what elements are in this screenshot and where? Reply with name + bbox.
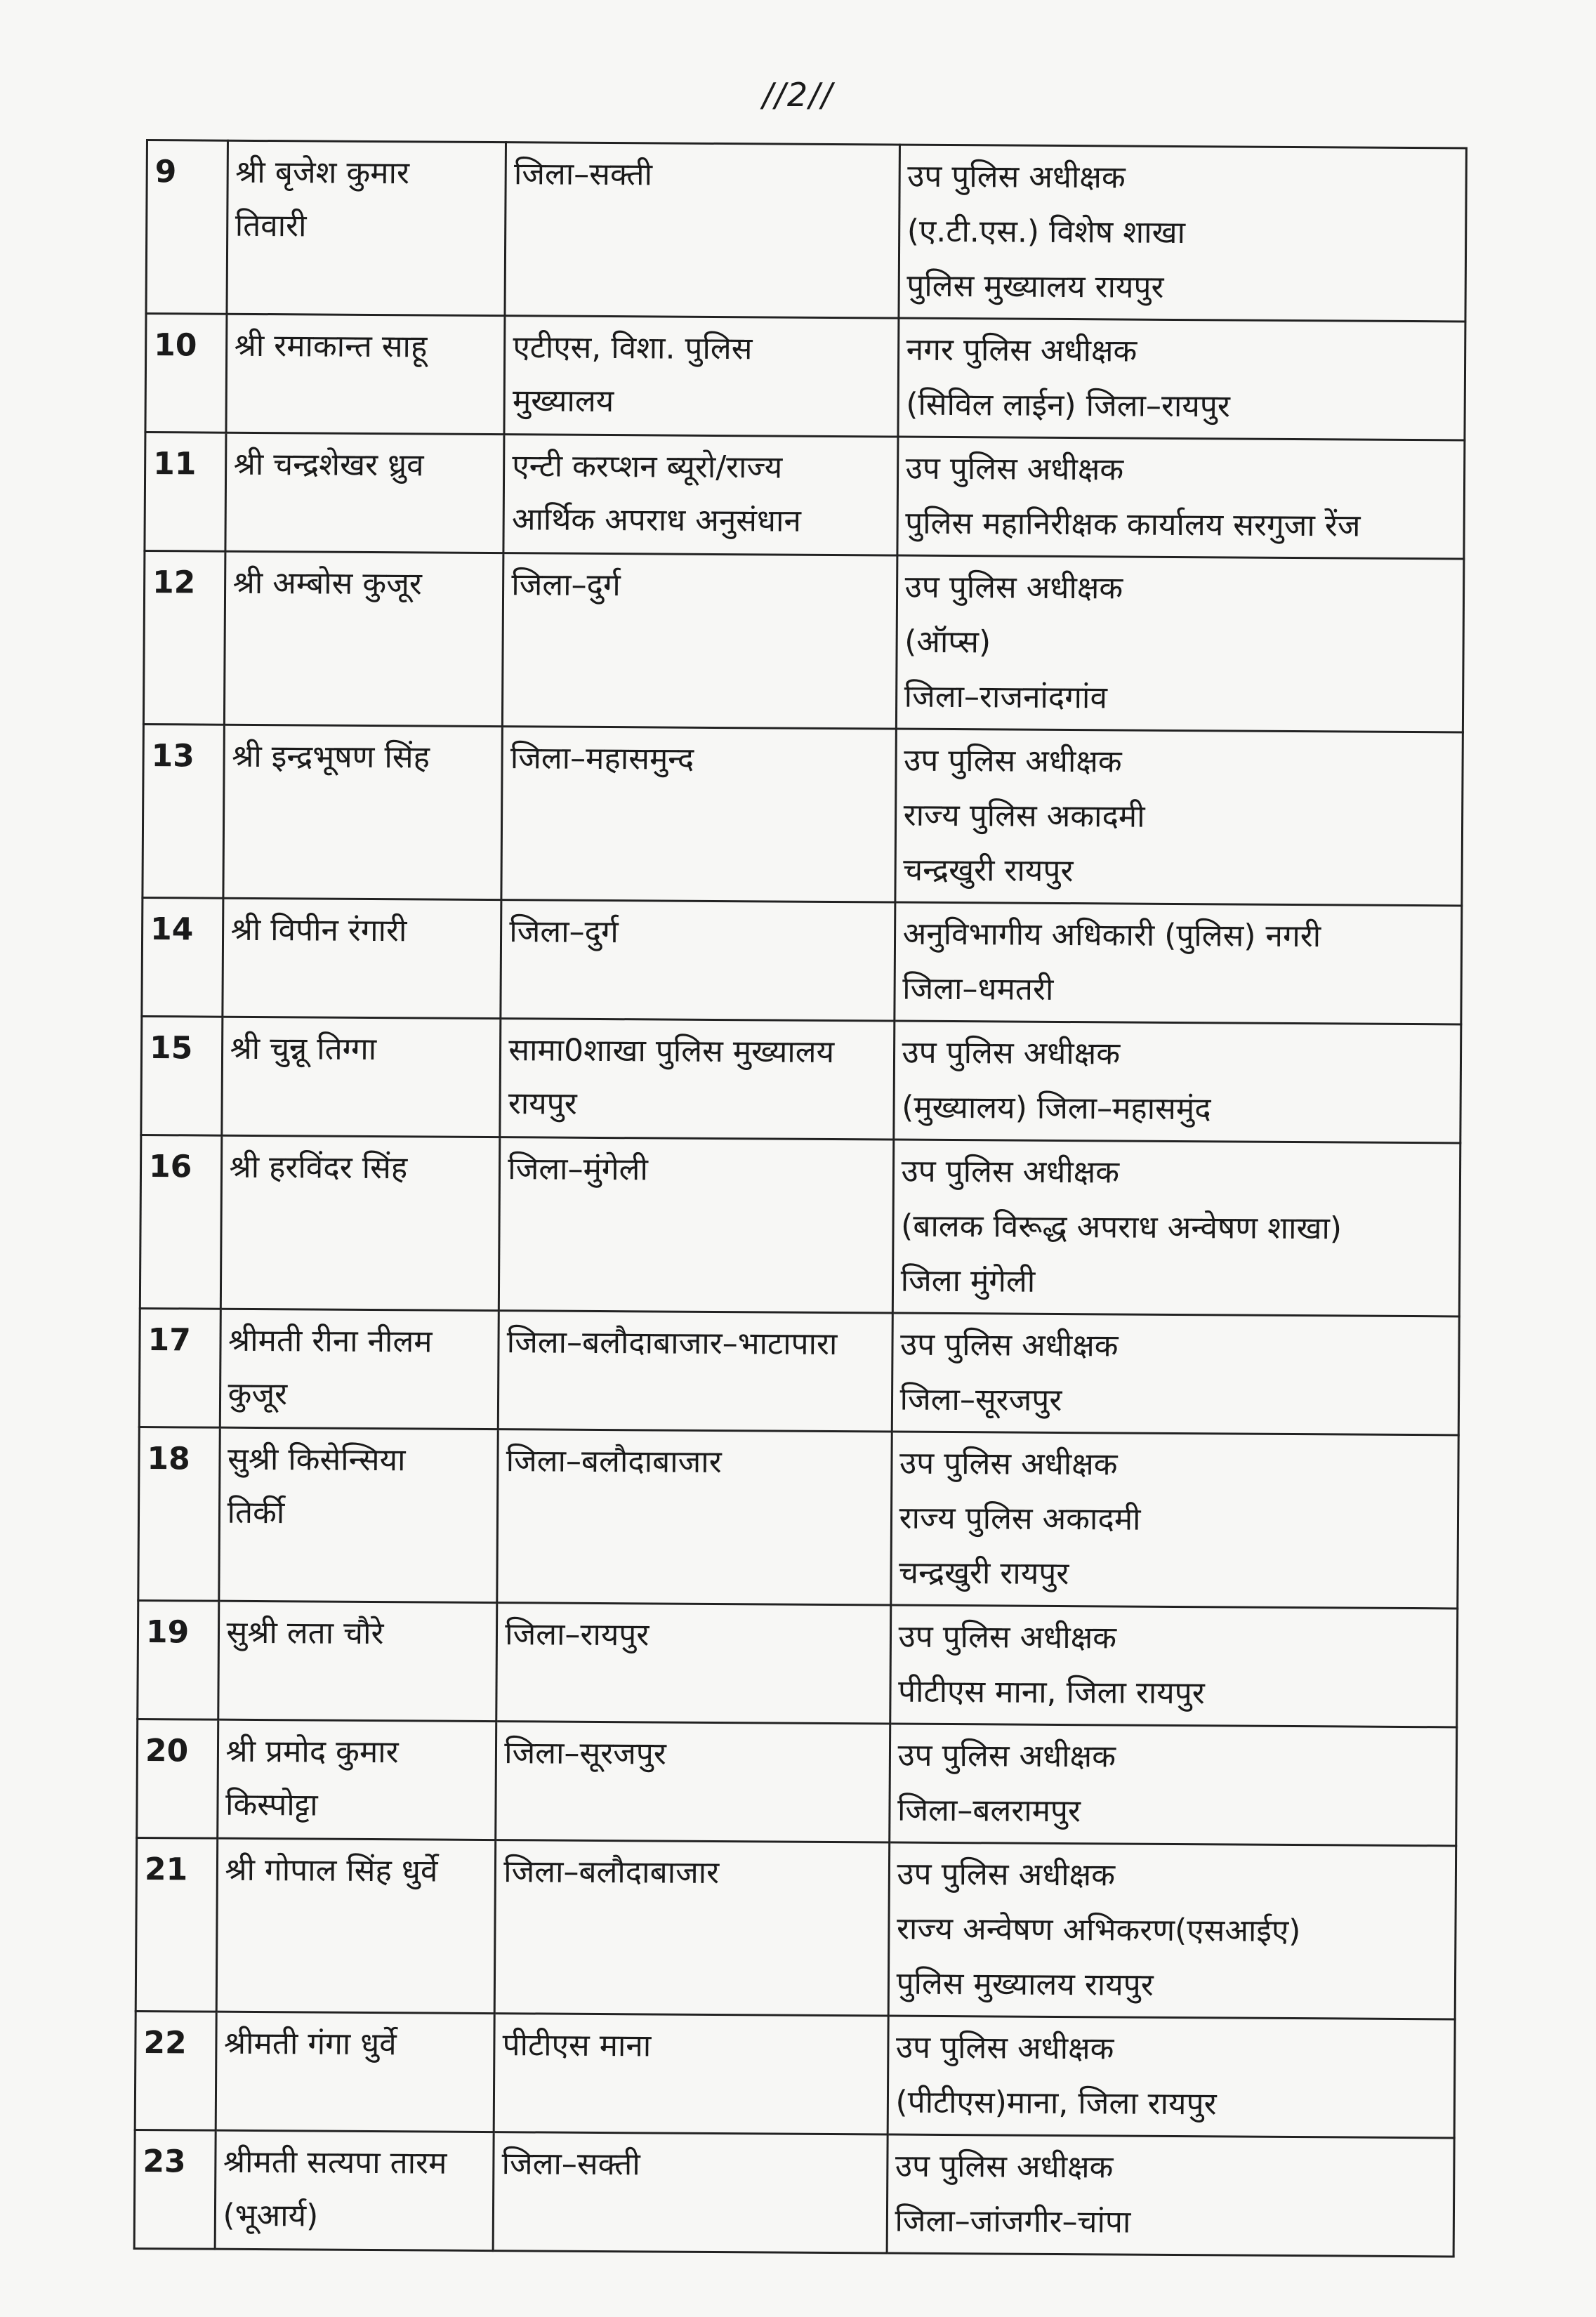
new-posting-line: (मुख्यालय) जिला–महासमुंद <box>902 1089 1211 1128</box>
new-posting-line: (ऑप्स) <box>904 623 991 661</box>
officer-name-line: (भूआर्य) <box>223 2197 319 2234</box>
new-posting-cell <box>892 1140 1460 1316</box>
current-posting-line: जिला–बलौदाबाजार <box>506 1443 722 1481</box>
serial-number-cell: 12 <box>143 550 225 725</box>
officer-name-cell <box>222 898 501 1018</box>
new-posting-line: जिला मुंगेली <box>900 1262 1036 1300</box>
new-posting-line: राज्य पुलिस अकादमी <box>899 1500 1141 1538</box>
table-row <box>134 2130 1454 2256</box>
current-posting-line: रायपुर <box>508 1085 577 1122</box>
new-posting-line: पीटीएस माना, जिला रायपुर <box>897 1673 1205 1712</box>
table-row <box>146 140 1466 322</box>
new-posting-cell <box>888 1842 1456 2019</box>
new-posting-line: (बालक विरूद्ध अपराध अन्वेषण शाखा) <box>900 1208 1343 1247</box>
new-posting-line: जिला–धमतरी <box>902 970 1054 1008</box>
current-posting-cell <box>503 435 897 555</box>
current-posting-line: सामा0शाखा पुलिस मुख्यालय <box>508 1032 835 1071</box>
current-posting-line: जिला–बलौदाबाजार–भाटापारा <box>506 1324 838 1363</box>
officer-name-cell <box>216 2012 495 2132</box>
officer-name-line: कुजूर <box>227 1375 288 1413</box>
current-posting-line: जिला–महासमुन्द <box>510 740 694 777</box>
table-row <box>145 314 1465 440</box>
table-row <box>138 1427 1458 1608</box>
serial-number-cell: 16 <box>140 1135 221 1309</box>
current-posting-line: जिला–मुंगेली <box>508 1151 649 1188</box>
officer-name-line: श्री इन्द्रभूषण सिंह <box>232 738 430 776</box>
officer-name-cell <box>227 140 506 315</box>
new-posting-line: उप पुलिस अधीक्षक <box>904 569 1123 607</box>
officer-name-line: तिवारी <box>235 207 307 244</box>
serial-number-cell: 14 <box>142 897 223 1017</box>
officer-name-line: श्री रमाकान्त साहू <box>234 327 428 365</box>
current-posting-cell <box>494 2014 888 2134</box>
new-posting-line: उप पुलिस अधीक्षक <box>897 1737 1116 1775</box>
current-posting-cell <box>494 1840 889 2016</box>
current-posting-cell <box>504 316 898 437</box>
serial-number-cell: 22 <box>135 2011 216 2130</box>
serial-number-cell: 11 <box>145 433 226 552</box>
new-posting-cell <box>896 555 1464 732</box>
new-posting-cell <box>890 1605 1457 1727</box>
current-posting-line: जिला–सक्ती <box>501 2146 640 2183</box>
current-posting-line: पीटीएस माना <box>502 2027 652 2064</box>
new-posting-line: जिला–सूरजपुर <box>899 1381 1062 1419</box>
serial-number-cell: 10 <box>145 314 227 433</box>
new-posting-line: उप पुलिस अधीक्षक <box>904 742 1122 780</box>
officer-name-line: किस्पोट्टा <box>225 1786 318 1823</box>
new-posting-line: जिला–जांजगीर–चांपा <box>895 2203 1131 2240</box>
new-posting-cell <box>895 729 1463 906</box>
new-posting-line: उप पुलिस अधीक्षक <box>899 1445 1118 1483</box>
current-posting-cell <box>501 727 896 902</box>
current-posting-line: एन्टी करप्शन ब्यूरो/राज्य <box>512 448 783 486</box>
new-posting-line: उप पुलिस अधीक्षक <box>899 1326 1119 1364</box>
officer-name-cell <box>215 2130 494 2250</box>
officer-name-cell <box>223 725 502 899</box>
current-posting-cell <box>499 1311 892 1432</box>
serial-number-cell: 19 <box>138 1600 219 1719</box>
current-posting-line: आर्थिक अपराध अनुसंधान <box>511 501 802 539</box>
new-posting-cell <box>888 2016 1455 2138</box>
officer-name-cell <box>218 1427 498 1602</box>
new-posting-line: पुलिस मुख्यालय रायपुर <box>906 268 1164 305</box>
new-posting-line: उप पुलिस अधीक्षक <box>901 1153 1120 1191</box>
new-posting-line: (ए.टी.एस.) विशेष शाखा <box>906 213 1186 251</box>
new-posting-cell <box>887 2134 1454 2257</box>
serial-number-cell: 17 <box>139 1308 220 1427</box>
officer-name-cell <box>224 551 503 726</box>
table-row <box>139 1308 1459 1434</box>
current-posting-line: जिला–बलौदाबाजार <box>503 1854 720 1892</box>
officer-name-line: श्रीमती गंगा धुर्वे <box>223 2025 397 2063</box>
officer-name-cell <box>220 1309 499 1429</box>
officer-name-cell <box>220 1135 500 1310</box>
new-posting-line: उप पुलिस अधीक्षक <box>905 450 1124 488</box>
officer-name-cell <box>216 1838 496 2013</box>
new-posting-line: उप पुलिस अधीक्षक <box>907 158 1126 196</box>
page-number: //2// <box>762 76 834 114</box>
table-row <box>138 1600 1458 1727</box>
officer-name-line: सुश्री किसेन्सिया <box>227 1441 406 1479</box>
new-posting-cell <box>898 318 1465 440</box>
officer-name-line: श्री प्रमोद कुमार <box>225 1733 399 1771</box>
new-posting-cell <box>894 902 1461 1024</box>
officer-name-line: श्री विपीन रंगारी <box>230 911 407 949</box>
officer-name-line: श्री बृजेश कुमार <box>235 154 410 192</box>
current-posting-line: जिला–रायपुर <box>505 1616 649 1653</box>
current-posting-line: जिला–दुर्ग <box>511 567 621 604</box>
officer-name-line: श्री अम्बोस कुजूर <box>232 565 422 602</box>
new-posting-cell <box>889 1724 1456 1846</box>
current-posting-cell <box>499 1137 894 1313</box>
table-row <box>145 433 1465 559</box>
new-posting-line: चन्द्रखुरी रायपुर <box>903 852 1074 890</box>
new-posting-cell <box>893 1021 1460 1143</box>
new-posting-line: पुलिस मुख्यालय रायपुर <box>896 1965 1154 2003</box>
table-body <box>134 140 1466 2257</box>
new-posting-line: (सिविल लाईन) जिला–रायपुर <box>906 386 1230 425</box>
current-posting-cell <box>496 1722 890 1842</box>
new-posting-line: राज्य पुलिस अकादमी <box>903 797 1145 835</box>
transfer-table <box>133 139 1468 2257</box>
table-row <box>141 1016 1461 1142</box>
current-posting-line: जिला–सक्ती <box>513 156 653 193</box>
officer-name-cell <box>217 1719 496 1840</box>
officer-name-line: श्री चन्द्रशेखर ध्रुव <box>233 446 424 484</box>
officer-name-line: तिर्की <box>227 1494 285 1531</box>
officer-name-line: श्री हरविंदर सिंह <box>229 1149 408 1187</box>
table-row <box>136 1837 1456 2019</box>
officer-name-cell <box>218 1601 497 1721</box>
table-row <box>135 2011 1455 2137</box>
current-posting-line: मुख्यालय <box>512 383 614 420</box>
table-row <box>140 1135 1460 1316</box>
new-posting-cell <box>892 1313 1459 1435</box>
new-posting-line: (पीटीएस)माना, जिला रायपुर <box>895 2084 1217 2123</box>
new-posting-line: उप पुलिस अधीक्षक <box>895 2029 1114 2067</box>
serial-number-cell: 18 <box>138 1427 220 1601</box>
current-posting-cell <box>497 1430 892 1605</box>
serial-number-cell: 20 <box>137 1719 218 1838</box>
officer-name-cell <box>225 433 504 553</box>
officer-name-line: सुश्री लता चौरे <box>226 1614 384 1652</box>
current-posting-cell <box>501 900 895 1021</box>
new-posting-line: चन्द्रखुरी रायपुर <box>898 1554 1069 1592</box>
serial-number-cell: 9 <box>146 140 227 315</box>
current-posting-line: जिला–सूरजपुर <box>504 1735 666 1772</box>
current-posting-line: एटीएस, विशा. पुलिस <box>513 329 753 367</box>
new-posting-line: उप पुलिस अधीक्षक <box>902 1034 1121 1072</box>
serial-number-cell: 23 <box>134 2130 216 2249</box>
table-row <box>143 550 1463 732</box>
new-posting-line: जिला–राजनांदगांव <box>904 678 1108 716</box>
table-row <box>137 1719 1457 1845</box>
new-posting-line: पुलिस महानिरीक्षक कार्यालय सरगुजा रेंज <box>905 505 1361 544</box>
new-posting-cell <box>899 145 1467 322</box>
new-posting-line: राज्य अन्वेषण अभिकरण(एसआईए) <box>896 1910 1301 1950</box>
new-posting-line: नगर पुलिस अधीक्षक <box>906 331 1137 369</box>
officer-name-line: श्री गोपाल सिंह धुर्वे <box>225 1851 438 1889</box>
new-posting-line: उप पुलिस अधीक्षक <box>898 1618 1117 1656</box>
officer-name-line: श्रीमती सत्यपा तारम <box>223 2144 447 2181</box>
new-posting-line: उप पुलिस अधीक्षक <box>895 2148 1114 2186</box>
table-row <box>142 897 1462 1024</box>
new-posting-cell <box>890 1432 1458 1609</box>
current-posting-cell <box>493 2132 887 2253</box>
table-row <box>143 724 1463 905</box>
officer-name-line: श्री चुन्नू तिग्गा <box>230 1030 377 1068</box>
new-posting-line: जिला–बलरामपुर <box>897 1792 1081 1830</box>
current-posting-cell <box>500 1019 894 1140</box>
serial-number-cell: 15 <box>141 1016 223 1135</box>
new-posting-line: अनुविभागीय अधिकारी (पुलिस) नगरी <box>902 916 1321 955</box>
current-posting-cell <box>503 553 897 729</box>
serial-number-cell: 21 <box>136 1837 217 2012</box>
current-posting-cell <box>496 1603 890 1724</box>
current-posting-cell <box>505 143 899 318</box>
serial-number-cell: 13 <box>143 724 224 898</box>
officer-name-cell <box>221 1017 501 1137</box>
current-posting-line: जिला–दुर्ग <box>509 913 619 951</box>
officer-name-line: श्रीमती रीना नीलम <box>227 1322 433 1360</box>
new-posting-cell <box>897 437 1464 559</box>
officer-name-cell <box>225 314 505 434</box>
new-posting-line: उप पुलिस अधीक्षक <box>897 1856 1116 1894</box>
